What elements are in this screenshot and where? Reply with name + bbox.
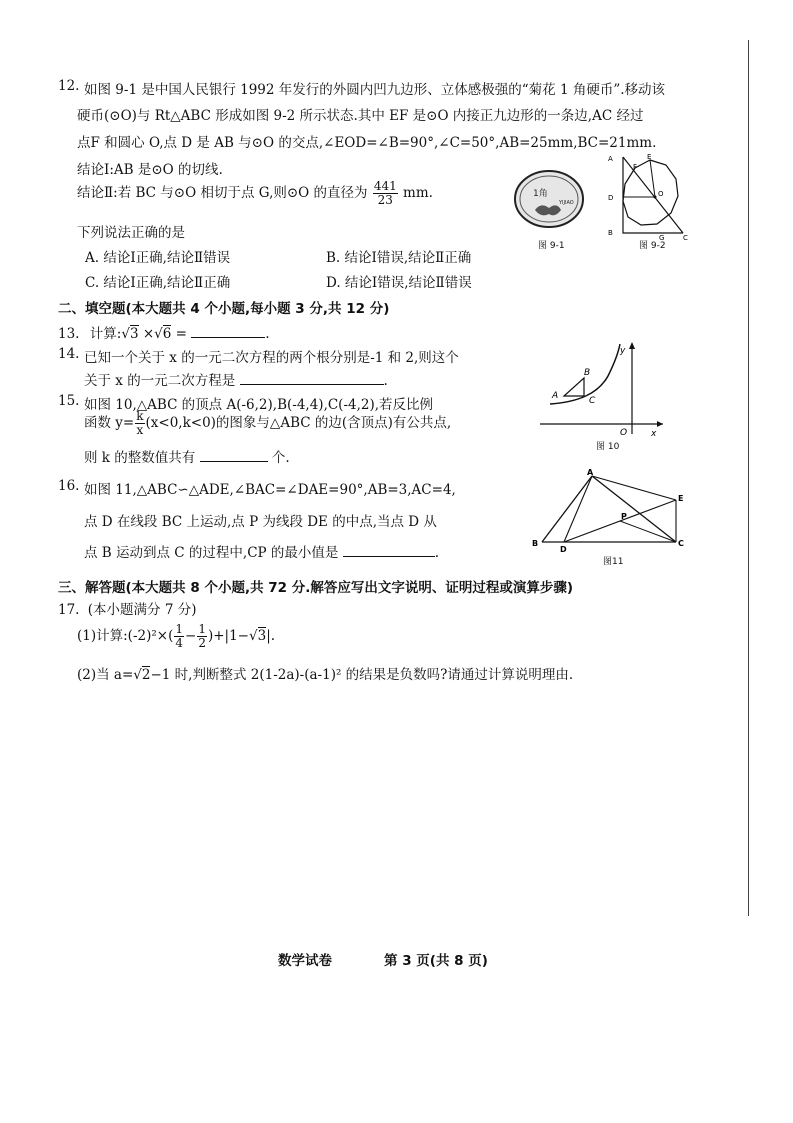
question-text-line: 硬币(⊙O)与 Rt△ABC 形成如图 9-2 所示状态.其中 EF 是⊙O 内接正九边形的一条边,AC 经过: [77, 108, 644, 124]
fraction: $\frac{1}{4}$: [175, 622, 183, 650]
question-number: 15.: [58, 393, 80, 409]
sqrt-icon: √: [121, 326, 130, 342]
figure-11-diagram: [526, 466, 688, 556]
sqrt-icon: √: [154, 326, 163, 342]
question-text-line: 点F 和圆心 O,点 D 是 AB 与⊙O 的交点,∠EOD=∠B=90°,∠C=50°,AB=25mm,BC=21mm.: [77, 135, 657, 151]
point-label-a: A: [608, 155, 613, 163]
question-text-line: 已知一个关于 x 的一元二次方程的两个根分别是-1 和 2,则这个: [84, 350, 459, 366]
question-number: 17.: [58, 602, 80, 618]
point-label-d: D: [560, 545, 567, 554]
question-15-answer-line: 则 k 的整数值共有 个.: [84, 446, 290, 466]
answer-blank[interactable]: [343, 542, 435, 557]
question-17-part-1: (1)计算:(-2)²×( $\frac{1}{4}$ − $\frac{1}{2}$ )+|1−√3|.: [77, 622, 276, 650]
figure-caption: 图 10: [596, 442, 620, 452]
point-label-d: D: [608, 194, 614, 202]
option-a[interactable]: A. 结论Ⅰ正确,结论Ⅱ错误: [85, 250, 231, 266]
question-text-line: 点 D 在线段 BC 上运动,点 P 为线段 DE 的中点,当点 D 从: [84, 514, 437, 530]
point-label-a: A: [587, 468, 594, 477]
option-d[interactable]: D. 结论Ⅰ错误,结论Ⅱ错误: [326, 275, 472, 291]
question-15-function-line: 函数 y= $\frac{k}{x}$ (x<0,k<0)的图象与△ABC 的边(含顶点)有公共点,: [84, 409, 452, 437]
figure-caption: 图11: [603, 557, 624, 567]
question-text-line: 如图 11,△ABC∽△ADE,∠BAC=∠DAE=90°,AB=3,AC=4,: [84, 482, 456, 498]
point-label-e: E: [647, 153, 652, 161]
point-label-g: G: [659, 234, 665, 241]
fraction: $\frac{441}{23}$: [373, 179, 397, 207]
point-label-c: C: [683, 234, 688, 241]
point-label-c: C: [678, 539, 684, 548]
y-axis-label: y: [620, 346, 626, 356]
question-14-answer-line: 关于 x 的一元二次方程是 .: [84, 369, 388, 389]
footer-page-number: 第 3 页(共 8 页): [384, 953, 488, 969]
question-17-part-2: (2)当 a=√2−1 时,判断整式 2(1-2a)-(a-1)² 的结果是负数吗?请通过计算说明理由.: [77, 667, 574, 683]
question-text-line: 如图 10,△ABC 的顶点 A(-6,2),B(-4,4),C(-4,2),若反比例: [84, 397, 434, 413]
section-title: 二、填空题(本大题共 4 个小题,每小题 3 分,共 12 分): [58, 301, 390, 317]
question-score: (本小题满分 7 分): [87, 602, 197, 618]
figure-10-graph: [538, 338, 668, 438]
question-16-answer-line: 点 B 运动到点 C 的过程中,CP 的最小值是 .: [84, 541, 439, 561]
figure-caption: 图 9-1: [538, 241, 565, 251]
question-prompt: 下列说法正确的是: [77, 225, 185, 241]
figure-9-1-coin: [511, 168, 587, 234]
figure-caption: 图 9-2: [639, 241, 666, 251]
conclusion-1: 结论Ⅰ:AB 是⊙O 的切线.: [77, 162, 223, 178]
point-label-f: F: [633, 163, 638, 171]
question-number: 13.: [58, 326, 80, 342]
point-label-a: A: [552, 391, 559, 401]
section-title: 三、解答题(本大题共 8 个小题,共 72 分.解答应写出文字说明、证明过程或演算步骤): [58, 580, 574, 596]
fraction: $\frac{k}{x}$: [136, 409, 144, 437]
point-label-b: B: [608, 229, 613, 237]
question-17-header: [58, 598, 197, 618]
question-number: 12.: [58, 78, 80, 94]
option-c[interactable]: C. 结论Ⅰ正确,结论Ⅱ正确: [85, 275, 231, 291]
question-number: 16.: [58, 478, 80, 494]
coin-small-text: YIJIAO: [559, 200, 574, 206]
x-axis-label: x: [651, 429, 657, 438]
sqrt-icon: √: [248, 628, 258, 644]
question-number: 14.: [58, 346, 80, 362]
right-margin-rule: [748, 40, 749, 916]
question-13: 13. 计算:√3 ×√6 = .: [58, 322, 270, 342]
answer-blank[interactable]: [200, 447, 268, 462]
coin-denomination-text: 1角: [533, 189, 548, 199]
point-label-p: P: [621, 512, 627, 521]
point-label-e: E: [678, 494, 684, 503]
fraction: $\frac{1}{2}$: [198, 622, 206, 650]
point-label-o: O: [658, 190, 664, 198]
footer-subject: 数学试卷: [278, 953, 332, 969]
option-b[interactable]: B. 结论Ⅰ错误,结论Ⅱ正确: [326, 250, 472, 266]
conclusion-2: 结论Ⅱ:若 BC 与⊙O 相切于点 G,则⊙O 的直径为 $\frac{441}{23}$ mm.: [77, 179, 433, 207]
answer-blank[interactable]: [191, 323, 265, 338]
question-text-line: 如图 9-1 是中国人民银行 1992 年发行的外圆内凹九边形、立体感极强的“菊花 1 角硬币”.移动该: [84, 82, 666, 98]
answer-blank[interactable]: [240, 370, 384, 385]
x-axis-arrow-icon: [657, 421, 663, 427]
point-label-b: B: [584, 368, 591, 378]
point-label-b: B: [532, 539, 539, 548]
y-axis-arrow-icon: [629, 342, 635, 349]
triangle-abc: [564, 378, 584, 396]
sqrt-icon: √: [133, 667, 142, 683]
figure-9-2-diagram: [603, 151, 693, 241]
point-label-c: C: [589, 396, 596, 406]
origin-label: O: [620, 428, 628, 438]
